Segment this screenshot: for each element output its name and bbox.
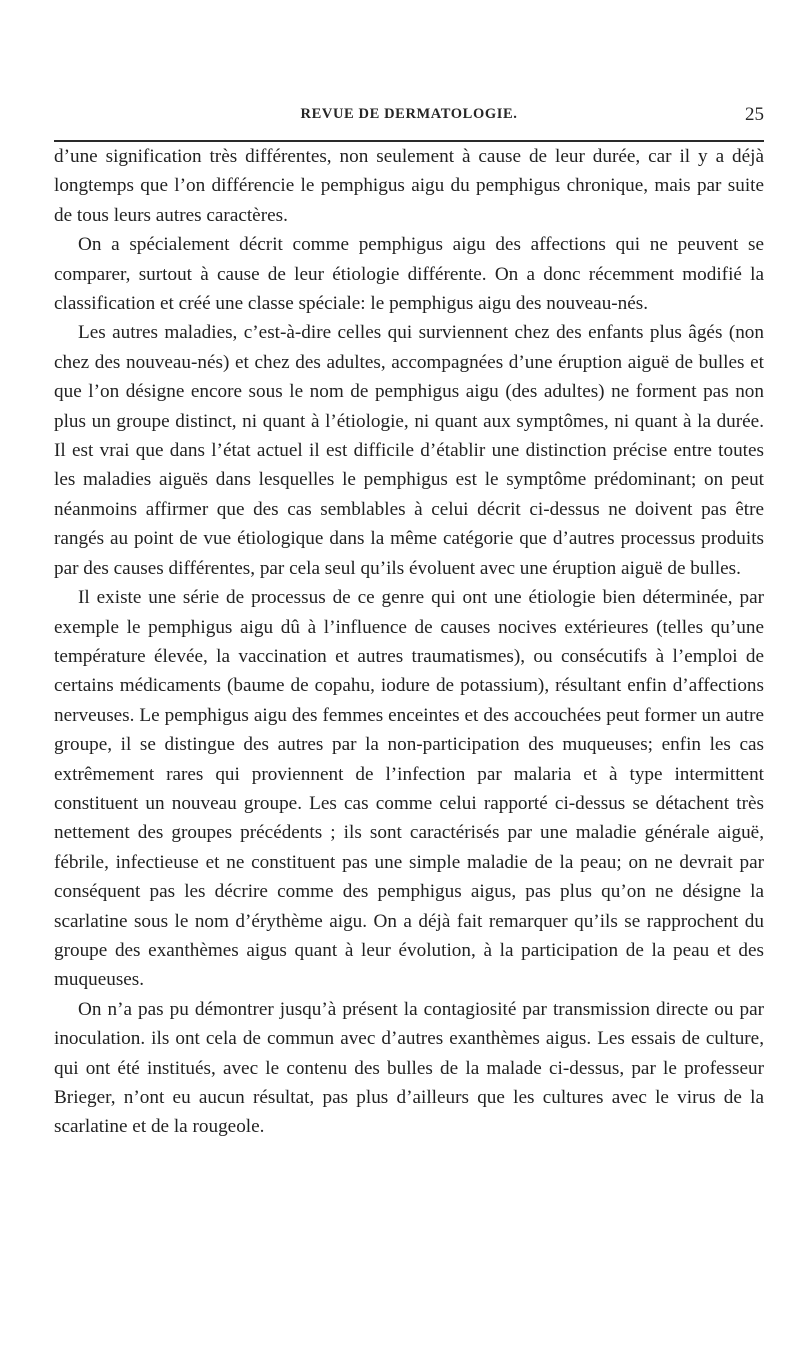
paragraph-2: On a spécialement décrit comme pemphigus aigu des affections qui ne peuvent se comparer, surtout à cause de leur étiologie différente. On a donc récemment modifié la classification et créé une classe spéciale: le pemphigus aigu des nouveau-nés. (54, 234, 764, 315)
page-number: 25 (745, 104, 764, 125)
paragraph-4: Il existe une série de processus de ce genre qui ont une étiologie bien déterminée, par exemple le pemphigus aigu dû à l’influence de causes nocives extérieures (telles qu’une température élevée, la vaccination et autres traumatismes), ou consécutifs à l’emploi de certains médicaments (baume de copahu, iodure de potassium), résultant enfin d’affections nerveuses. Le pemphigus aigu des femmes enceintes et des accouchées peut former un autre groupe, il se distingue des autres par la non-participation des muqueuses; enfin les cas extrêmement rares qui proviennent de l’infection par malaria et à type intermittent constituent un nouveau groupe. Les cas comme celui rapporté ci-dessus se détachent très nettement des groupes précédents ; ils sont caractérisés par une maladie générale aiguë, fébrile, infectieuse et ne constituent pas une simple maladie de la peau; on ne devrait par conséquent pas les décrire comme des pemphigus aigus, pas plus qu’on ne désigne la scarlatine sous le nom d’érythème aigu. On a déjà fait remarquer qu’ils se rapprochent du groupe des exanthèmes aigus quant à leur évolution, à la participation de la peau et des muqueuses. (54, 587, 764, 991)
paragraph-1: d’une signification très différentes, non seulement à cause de leur durée, car il y a déjà longtemps que l’on différencie le pemphigus aigu du pemphigus chronique, mais par suite de tous leurs autres caractères. (54, 146, 764, 226)
paragraph-3: Les autres maladies, c’est-à-dire celles qui surviennent chez des enfants plus âgés (non chez des nouveau-nés) et chez des adultes, accompagnées d’une éruption aiguë de bulles et que l’on désigne encore sous le nom de pemphigus aigu (des adultes) ne forment pas non plus un groupe distinct, ni quant à l’étiologie, ni quant aux symptômes, ni quant à la durée. Il est vrai que dans l’état actuel il est difficile d’établir une distinction précise entre toutes les maladies aiguës dans lesquelles le pemphigus est le symptôme prédominant; on peut néanmoins affirmer que des cas semblables à celui décrit ci-dessus ne doivent pas être rangés au point de vue étiologique dans la même catégorie que d’autres processus produits par des causes différentes, par cela seul qu’ils évoluent avec une éruption aiguë de bulles. (54, 322, 764, 579)
running-header (54, 106, 764, 130)
paragraph-5: On n’a pas pu démontrer jusqu’à présent la contagiosité par transmission directe ou par inoculation. ils ont cela de commun avec d’autres exanthèmes aigus. Les essais de culture, qui ont été institués, avec le contenu des bulles de la malade ci-dessus, par le professeur Brieger, n’ont eu aucun résultat, pas plus d’ailleurs que les cultures avec le virus de la scarlatine et de la rougeole. (54, 998, 764, 1138)
running-title: REVUE DE DERMATOLOGIE. (300, 106, 518, 122)
body-text (54, 142, 764, 1142)
